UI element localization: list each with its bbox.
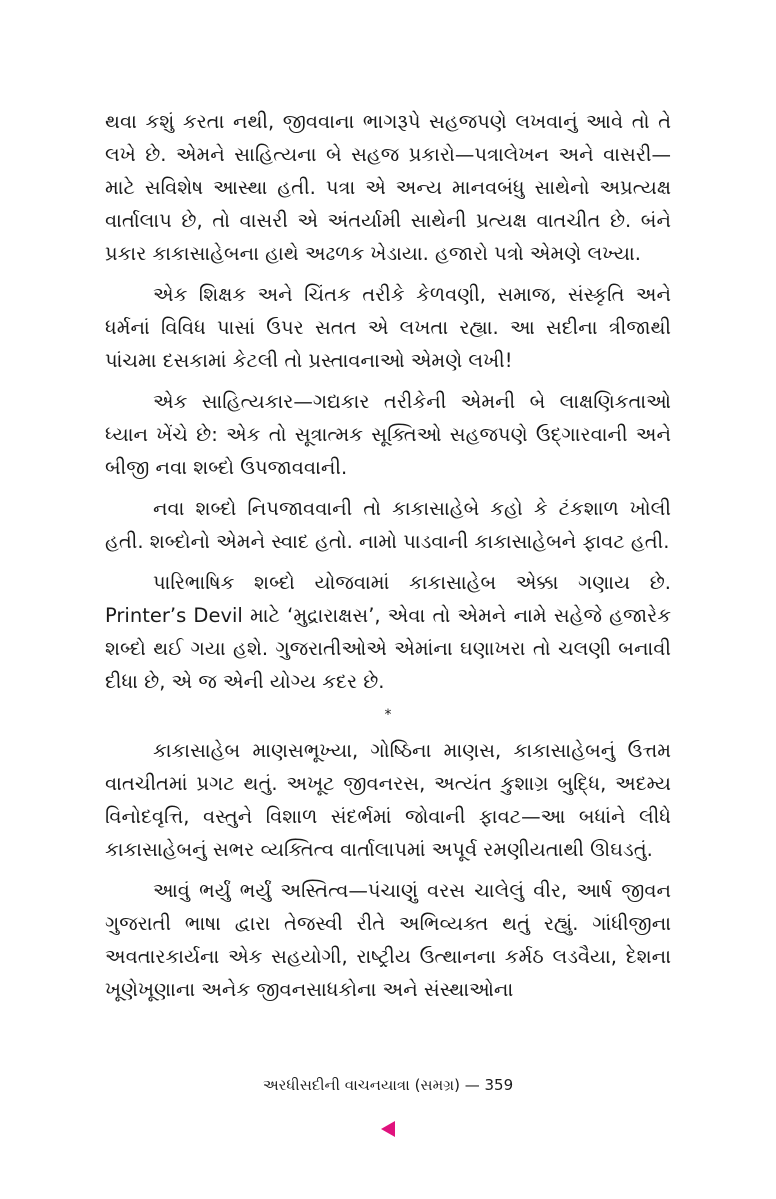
page-footer: અરધીસદીની વાચનયાત્રા (સમગ્ર) — 359 bbox=[262, 1076, 514, 1094]
paragraph-1: થવા કશું કરતા નથી, જીવવાના ભાગરૂપે સહજપણે લખવાનું આવે તો તે લખે છે. એમને સાહિત્યના બે સહજ પ્રકારો—પત્રાલેખન અને વાસરી—માટે સવિશેષ આસ્થા હતી. પત્રા એ અન્ય માનવબંધુ સાથેનો અપ્રત્યક્ષ વાર્તાલાપ છે, તો વાસરી એ અંતર્યામી સાથેની પ્રત્યક્ષ વાતચીત છે. બંને પ્રકાર કાકાસાહેબના હાથે અઢળક ખેડાયા. હજારો પત્રો એમણે લખ્યા. bbox=[105, 110, 671, 265]
previous-page-icon[interactable] bbox=[381, 1121, 395, 1137]
paragraph-2: એક શિક્ષક અને ચિંતક તરીકે કેળવણી, સમાજ, સંસ્કૃતિ અને ધર્મનાં વિવિધ પાસાં ઉપર સતત એ લખતા રહ્યા. આ સદીના ત્રીજાથી પાંચમા દસકામાં કેટલી તો પ્રસ્તાવનાઓ એમણે લખી! bbox=[105, 283, 671, 372]
paragraph-5: પારિભાષિક શબ્દો યોજવામાં કાકાસાહેબ એક્કા ગણાય છે. Printer’s Devil માટે ‘મુદ્રારાક્ષસ’, એવા તો એમને નામે સહેજે હજારેક શબ્દો થઈ ગયા હશે. ગુજરાતીઓએ એમાંના ઘણાખરા તો ચલણી બનાવી દીધા છે, એ જ એની યોગ્ય કદર છે. bbox=[105, 571, 671, 693]
page-body bbox=[105, 105, 671, 1014]
paragraph-7: આવું ભર્યું ભર્યું અસ્તિત્વ—પંચાણું વરસ ચાલેલું વીર, આર્ષ જીવન ગુજરાતી ભાષા દ્વારા તેજસ્વી રીતે અભિવ્યક્ત થતું રહ્યું. ગાંધીજીના અવતારકાર્યના એક સહયોગી, રાષ્ટ્રીય ઉત્થાનના કર્મઠ લડવૈયા, દેશના ખૂણેખૂણાના અનેક જીવનસાધકોના અને સંસ્થાઓના bbox=[105, 879, 671, 1001]
paragraph-4: નવા શબ્દો નિપજાવવાની તો કાકાસાહેબે કહો કે ટંકશાળ ખોલી હતી. શબ્દોનો એમને સ્વાદ હતો. નામો પાડવાની કાકાસાહેબને ફાવટ હતી. bbox=[105, 497, 671, 553]
paragraph-3: એક સાહિત્યકાર—ગદ્યકાર તરીકેની એમની બે લાક્ષણિકતાઓ ધ્યાન ખેંચે છે: એક તો સૂત્રાત્મક સૂક્તિઓ સહજપણે ઉદ્ગારવાની અને બીજી નવા શબ્દો ઉપજાવવાની. bbox=[105, 390, 671, 479]
section-separator: * bbox=[384, 707, 392, 723]
paragraph-6: કાકાસાહેબ માણસભૂખ્યા, ગોષ્ઠિના માણસ, કાકાસાહેબનું ઉત્તમ વાતચીતમાં પ્રગટ થતું. અખૂટ જીવનરસ, અત્યંત કુશાગ્ર બુદ્ધિ, અદમ્ય વિનોદવૃત્તિ, વસ્તુને વિશાળ સંદર્ભમાં જોવાની ફાવટ—આ બધાંને લીધે કાકાસાહેબનું સભર વ્યક્તિત્વ વાર્તાલાપમાં અપૂર્વ રમણીયતાથી ઊઘડતું. bbox=[105, 739, 671, 861]
